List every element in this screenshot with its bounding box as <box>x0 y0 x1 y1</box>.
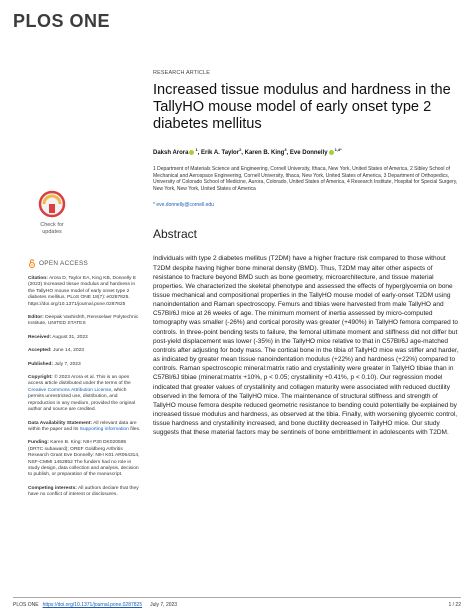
article-metadata: Citation: Arora D, Taylor EA, King KB, Donnelly E (2023) Increased tissue modulus and hardness in the TallyHO mouse model of early onset type 2 diabetes mellitus. PLoS ONE 18(7): e0287825. https://doi.org/10.1371/journal.pone.0287825 Editor: Deepak Vashishth, Rensselaer Polytechnic Institute, UNITED STATES Received: August 31, 2022 Accepted: June 14, 2023 Published: July 7, 2023 Copyright: © 2023 Arora et al. This is an open access article distributed under the terms of the Creative Commons Attribution License, which permits unrestricted use, distribution, and reproduction in any medium, provided the original author and source are credited. Data Availability Statement: All relevant data are within the paper and its Supporting information files. Funding: Karen B. King: NIH P30 DK020595 (DRTC subaward); OREF Goldberg Arthritis Research Grant Eve Donnelly: NIH K01 AR064314, NSF-CMMI 1452852 The funders had no role in study design, data collection and analysis, decision to publish, or preparation of the manuscript. Competing interests: All authors declare that they have no conflict of interest or disclosures. <box>28 276 141 498</box>
competing-interests-text: All authors declare that they have no conflict of interest or disclosures. <box>28 485 139 498</box>
footer-divider <box>13 597 461 598</box>
author-name: Erik A. Taylor <box>201 150 240 156</box>
footer-date: July 7, 2023 <box>150 602 178 608</box>
author-name: Karen B. King <box>244 150 285 156</box>
article-title: Increased tissue modulus and hardness in the TallyHO mouse model of early onset type 2 diabetes mellitus <box>153 82 451 132</box>
cc-license-link[interactable]: Creative Commons Attribution License <box>28 387 112 393</box>
author-name: Eve Donnelly <box>289 150 328 156</box>
footer-journal: PLOS ONE <box>13 602 39 608</box>
author-name: Daksh Arora <box>153 150 189 156</box>
article-sidebar <box>28 190 142 506</box>
supporting-info-link[interactable]: Supporting information <box>79 426 129 432</box>
abstract-text: Individuals with type 2 diabetes mellitus (T2DM) have a higher fracture risk compared to those without T2DM despite having higher bone mineral density (BMD). Thus, T2DM may alter other aspects of resistance to fracture beyond BMD such as bone geometry, microarchitecture, and tissue material properties. We characterized the skeletal phenotype and assessed the effects of hyperglycemia on bone tissue mechanical and compositional properties in the TallyHO mouse model of early-onset T2DM using nanoindentation and Raman spectroscopy. Femurs and tibias were harvested from male TallyHO and C57Bl/6J mice at 26 weeks of age. The minimum moment of inertia assessed by micro-computed tomography was smaller (-26%) and cortical porosity was greater (+490%) in TallyHO femora compared to controls. In three-point bending tests to failure, the femoral ultimate moment and stiffness did not differ but post-yield displacement was lower (-35%) in the TallyHO mice relative to that in C57Bl/6J age-matched controls after adjusting for body mass. The cortical bone in the tibia of TallyHO mice was stiffer and harder, as indicated by greater mean tissue nanoindentation modulus (+22%) and hardness (+22%) compared to controls. Raman spectroscopic mineral:matrix ratio and crystallinity were greater in TallyHO tibiae than in C57Bl/6J tibiae (mineral:matrix +10%, p < 0.05; crystallinity +0.41%, p < 0.10). Our regression model indicated that greater values of crystallinity and collagen maturity were associated with reduced ductility observed in the femora of the TallyHO mice. The maintenance of structural stiffness and strength of TallyHO mouse femora despite reduced geometric resistance to bending could potentially be explained by increased tissue modulus and hardness, as observed at the tibia. Finally, with worsening glycemic control, tissue hardness and crystallinity increased, and bone ductility decreased in TallyHO mice. Our study suggests that these material factors may be sentinels of bone embrittlement in adolescents with T2DM. <box>153 255 459 437</box>
check-updates-icon <box>33 190 71 238</box>
article-type-label: RESEARCH ARTICLE <box>153 70 211 76</box>
affiliation-marker: 3 <box>284 147 287 152</box>
corresponding-email[interactable]: * eve.donnelly@cornell.edu <box>153 202 214 209</box>
page-number: 1 / 22 <box>448 602 461 608</box>
affiliation-marker: 1 <box>195 147 198 152</box>
orcid-icon[interactable] <box>329 150 334 155</box>
article-main <box>153 70 459 438</box>
funding-text: Karen B. King: NIH P30 DK020595 (DRTC subaward); OREF Goldberg Arthritis Research Grant Eve Donnelly: NIH K01 AR064314, NSF-CMMI 1452852 The funders had no role in study design, data collection and analysis, decision to publish, or preparation of the manuscript. <box>28 440 140 478</box>
check-for-updates-badge[interactable] <box>28 190 76 243</box>
check-updates-line2: updates <box>42 229 62 235</box>
published-date: July 7, 2023 <box>54 361 81 367</box>
affiliations: 1 Department of Materials Science and Engineering, Cornell University, Ithaca, New York, United States of America, 2 Sibley School of Mechanical and Aerospace Engineering, Cornell University, Ithaca, New York, United States of America, 3 Department of Orthopedics, University of Colorado School of Medicine, Aurora, Colorado, United States of America, 4 Research Institute, Hospital for Special Surgery, New York, New York, United States of America <box>153 166 458 192</box>
received-date: August 31, 2022 <box>52 334 88 340</box>
affiliation-marker: 1,4* <box>334 147 342 152</box>
affiliation-marker: 2 <box>239 147 242 152</box>
accepted-date: June 14, 2023 <box>53 348 85 354</box>
open-lock-icon <box>28 259 36 268</box>
author-list: Daksh Arora$^1$, Erik A. Taylor$^2$, Karen B. King$^3$, Eve Donnelly$^{1,4*}$ <box>153 147 342 156</box>
abstract-heading: Abstract <box>153 227 198 242</box>
page-footer <box>13 602 461 608</box>
check-updates-line1: Check for <box>40 222 64 228</box>
footer-doi-link[interactable]: https://doi.org/10.1371/journal.pone.0287825 <box>42 602 143 608</box>
orcid-icon[interactable] <box>189 150 194 155</box>
editor-text: Deepak Vashishth, Rensselaer Polytechnic Institute, UNITED STATES <box>28 315 139 327</box>
open-access-badge <box>28 259 142 268</box>
open-access-label: OPEN ACCESS <box>39 260 89 267</box>
citation-text: Arora D, Taylor EA, King KB, Donnelly E (2023) Increased tissue modulus and hardness in the TallyHO mouse model of early onset type 2 diabetes mellitus. PLoS ONE 18(7): e0287825. https://doi.org/10.1371/journal.pone.0287825 <box>28 276 137 307</box>
journal-logo: PLOS ONE <box>13 11 111 31</box>
